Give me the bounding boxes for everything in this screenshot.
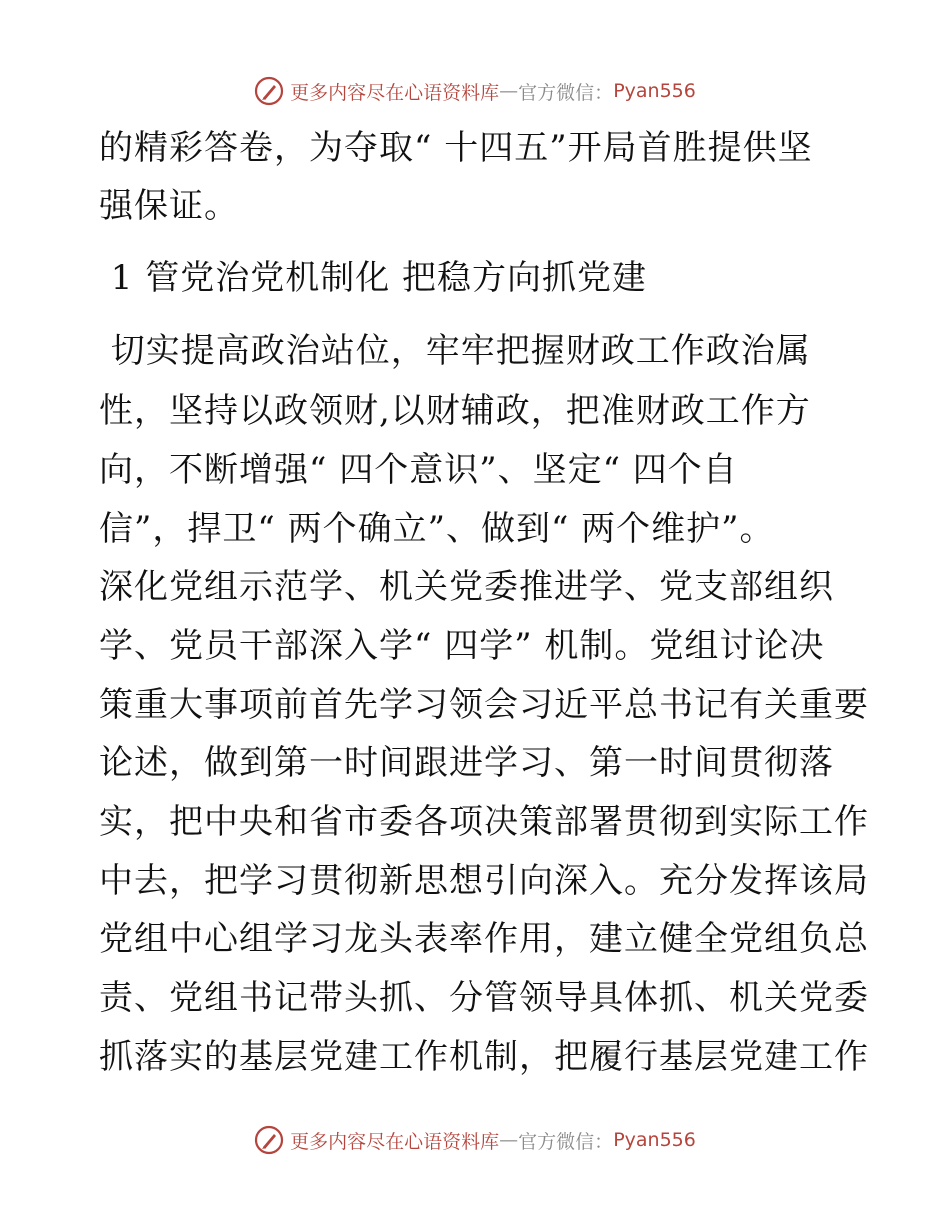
watermark-wechat-label: 官方微信：	[518, 81, 614, 104]
text-line: 实，把中央和省市委各项决策部署贯彻到实际工作	[99, 802, 869, 842]
text-line: 性，坚持以政领财,以财辅政，把准财政工作方	[99, 391, 811, 431]
quill-pen-logo-icon	[254, 1125, 284, 1155]
text-line: 论述，做到第一时间跟进学习、第一时间贯彻落	[99, 743, 834, 783]
text-line: 责、党组书记带头抓、分管领导具体抓、机关党委	[99, 978, 869, 1018]
text-line: 抓落实的基层党建工作机制，把履行基层党建工作	[99, 1037, 869, 1077]
watermark-wechat-label: 官方微信：	[518, 1130, 614, 1153]
text-line: 中去，把学习贯彻新思想引向深入。充分发挥该局	[99, 861, 869, 901]
text-line: 切实提高政治站位，牢牢把握财政工作政治属	[99, 331, 811, 371]
text-line: 深化党组示范学、机关党委推进学、党支部组织	[99, 567, 834, 607]
text-line: 的精彩答卷，为夺取“ 十四五”开局首胜提供坚	[99, 128, 813, 168]
header-watermark	[0, 71, 950, 111]
watermark-separator: —	[499, 1129, 519, 1151]
watermark-wechat-id: Pyan556	[613, 1129, 696, 1151]
text-line: 策重大事项前首先学习领会习近平总书记有关重要	[99, 685, 869, 725]
text-line: 学、党员干部深入学“ 四学” 机制。党组讨论决	[99, 626, 825, 666]
footer-watermark	[0, 1120, 950, 1160]
text-line: 党组中心组学习龙头表率作用，建立健全党组负总	[99, 919, 869, 959]
text-line: 强保证。	[99, 186, 239, 226]
text-line: 向，不断增强“ 四个意识”、坚定“ 四个自	[99, 450, 738, 490]
watermark-brand: 更多内容尽在心语资料库	[290, 81, 500, 104]
watermark-wechat-id: Pyan556	[613, 80, 696, 102]
quill-pen-logo-icon	[254, 76, 284, 106]
watermark-separator: —	[499, 80, 519, 102]
text-line: 信”，捍卫“ 两个确立”、做到“ 两个维护”。	[99, 509, 775, 549]
watermark-brand: 更多内容尽在心语资料库	[290, 1130, 500, 1153]
section-heading: 1 管党治党机制化 把稳方向抓党建	[99, 258, 648, 298]
